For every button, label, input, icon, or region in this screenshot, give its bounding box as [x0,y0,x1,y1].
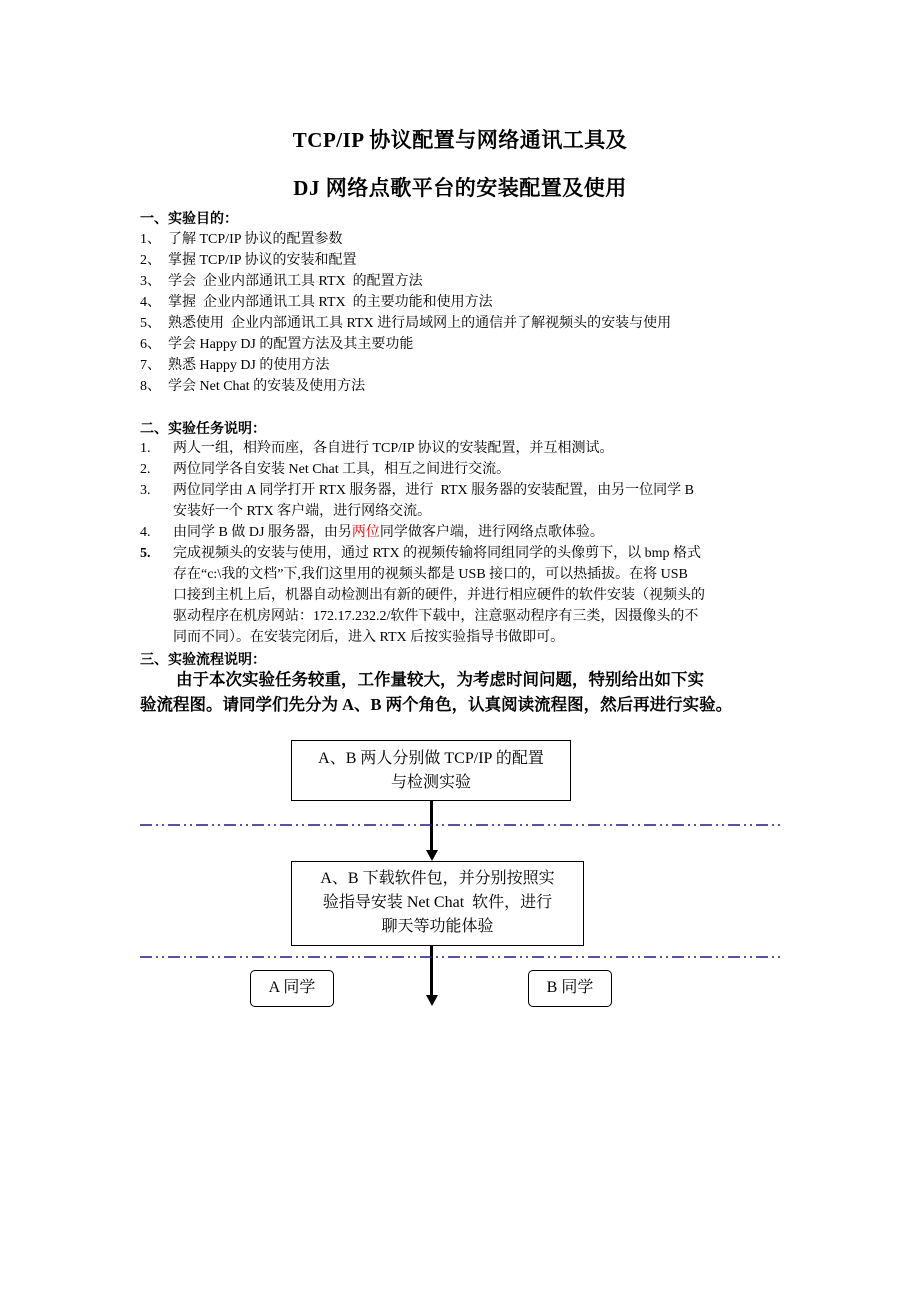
task-item: 5. 完成视频头的安装与使用，通过 RTX 的视频传输将同组同学的头像剪下，以 bmp 格式 [140,546,702,561]
section3-heading: 三、实验流程说明： [140,653,266,668]
role-a-box: A 同学 [250,970,334,1007]
connector-line [430,801,433,851]
flow-step2-box [291,861,584,946]
objective-item: 8、 学会 Net Chat 的安装及使用方法 [140,379,366,394]
objective-item: 7、 熟悉 Happy DJ 的使用方法 [140,358,330,373]
connector-line [430,946,433,996]
arrow-down-icon [426,850,438,861]
section2-heading: 二、实验任务说明： [140,422,266,437]
task-item: 3. 两位同学由 A 同学打开 RTX 服务器，进行 RTX 服务器的安装配置，由另一位同学 B [140,483,694,498]
role-b-box: B 同学 [528,970,612,1007]
task-item: 1. 两人一组，相羚而座，各自进行 TCP/IP 协议的安装配置，并互相测试。 [140,441,614,456]
flow-intro-line2: 验流程图。请同学们先分为 A、B 两个角色，认真阅读流程图，然后再进行实验。 [140,695,733,714]
phase-separator [140,824,780,826]
flow-step1-box [291,740,571,801]
objective-item: 3、 学会 企业内部通讯工具 RTX 的配置方法 [140,274,423,289]
task-item-continuation: 驱动程序在机房网站：172.17.232.2/软件下载中，注意驱动程序有三类，因摄像头的不 [173,609,699,624]
section1-heading: 一、实验目的： [140,212,238,227]
highlighted-text: 两位 [351,525,380,540]
objective-item: 1、 了解 TCP/IP 协议的配置参数 [140,232,343,247]
task-item: 4. 由同学 B 做 DJ 服务器，由另两位同学做客户端，进行网络点歌体验。 [140,525,604,540]
arrow-down-icon [426,995,438,1006]
objective-item: 5、 熟悉使用 企业内部通讯工具 RTX 进行局域网上的通信并了解视频头的安装与使用 [140,316,672,331]
flow-step2-line3: 聊天等功能体验 [381,918,494,935]
task-item-continuation: 存在“c:\我的文档”下,我们这里用的视频头都是 USB 接口的，可以热插拔。在将 USB [173,567,688,582]
flow-step1-line1: A、B 两人分别做 TCP/IP 的配置 [318,750,544,767]
objective-item: 4、 掌握 企业内部通讯工具 RTX 的主要功能和使用方法 [140,295,493,310]
flow-intro-line1: 由于本次实验任务较重，工作量较大，为考虑时间问题，特别给出如下实 [176,670,704,689]
flow-step2-line2: 验指导安装 Net Chat 软件，进行 [322,894,553,911]
task-item-continuation: 口接到主机上后，机器自动检测出有新的硬件，并进行相应硬件的软件安装（视频头的 [173,588,705,603]
document-title-line1: TCP/IP 协议配置与网络通讯工具及 [292,128,628,152]
phase-separator [140,956,780,958]
objective-item: 2、 掌握 TCP/IP 协议的安装和配置 [140,253,357,268]
flow-step2-line1: A、B 下载软件包，并分别按照实 [320,870,555,887]
task-item: 2. 两位同学各自安装 Net Chat 工具，相互之间进行交流。 [140,462,511,477]
task-item-continuation: 安装好一个 RTX 客户端，进行网络交流。 [173,504,432,519]
objective-item: 6、 学会 Happy DJ 的配置方法及其主要功能 [140,337,414,352]
task-item-continuation: 同而不同）。在安装完闭后，进入 RTX 后按实验指导书做即可。 [173,630,565,645]
document-title-line2: DJ 网络点歌平台的安装配置及使用 [293,176,627,200]
flow-step1-line2: 与检测实验 [390,774,471,791]
